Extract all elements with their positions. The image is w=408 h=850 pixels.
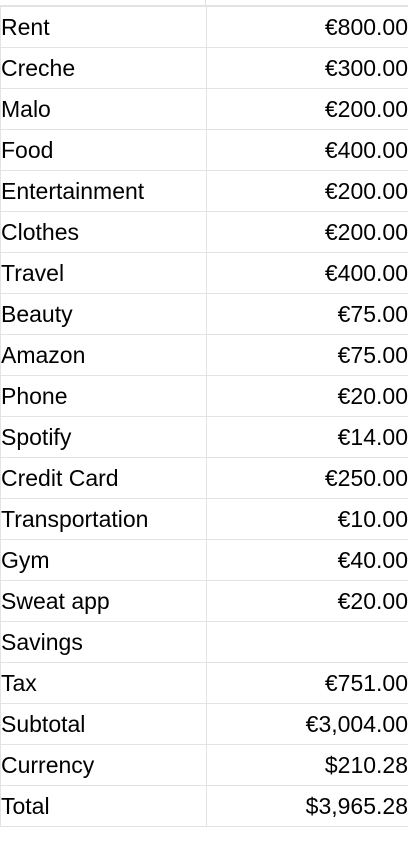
category-cell[interactable]: Beauty [1,294,207,335]
category-cell[interactable]: Spotify [1,417,207,458]
amount-cell[interactable]: €20.00 [207,581,408,622]
amount-cell[interactable]: €200.00 [207,171,408,212]
amount-cell[interactable]: €3,004.00 [207,704,408,745]
table-row [1,48,408,89]
table-row [1,130,408,171]
table-row [1,335,408,376]
amount-cell[interactable]: $3,965.28 [207,786,408,827]
category-cell[interactable]: Clothes [1,212,207,253]
table-row [1,745,408,786]
table-row [1,212,408,253]
category-cell[interactable]: Transportation [1,499,207,540]
category-cell[interactable]: Currency [1,745,207,786]
category-cell[interactable]: Credit Card [1,458,207,499]
table-row [1,417,408,458]
category-cell[interactable]: Gym [1,540,207,581]
amount-cell[interactable]: €800.00 [207,7,408,48]
category-cell[interactable]: Rent [1,7,207,48]
category-cell[interactable]: Total [1,786,207,827]
table-row [1,458,408,499]
amount-cell[interactable]: €400.00 [207,130,408,171]
category-cell[interactable]: Creche [1,48,207,89]
table-row [1,622,408,663]
category-cell[interactable]: Subtotal [1,704,207,745]
table-row [1,171,408,212]
amount-cell[interactable]: €14.00 [207,417,408,458]
table-row [1,581,408,622]
amount-cell[interactable]: €200.00 [207,212,408,253]
category-cell[interactable]: Amazon [1,335,207,376]
amount-cell[interactable]: €75.00 [207,294,408,335]
table-row [1,786,408,827]
category-cell[interactable]: Savings [1,622,207,663]
category-cell[interactable]: Food [1,130,207,171]
budget-table [0,6,408,827]
amount-cell[interactable]: €400.00 [207,253,408,294]
category-cell[interactable]: Tax [1,663,207,704]
category-cell[interactable]: Sweat app [1,581,207,622]
table-row [1,540,408,581]
amount-cell[interactable]: €75.00 [207,335,408,376]
category-cell[interactable]: Phone [1,376,207,417]
table-row [1,253,408,294]
table-row [1,7,408,48]
table-row [1,704,408,745]
table-row [1,499,408,540]
amount-cell[interactable]: €20.00 [207,376,408,417]
amount-cell[interactable]: €300.00 [207,48,408,89]
amount-cell[interactable]: €250.00 [207,458,408,499]
amount-cell[interactable]: €40.00 [207,540,408,581]
amount-cell[interactable]: €10.00 [207,499,408,540]
budget-table-body [1,7,408,827]
amount-cell[interactable]: €200.00 [207,89,408,130]
amount-cell[interactable]: €751.00 [207,663,408,704]
table-row [1,376,408,417]
category-cell[interactable]: Travel [1,253,207,294]
table-row [1,294,408,335]
amount-cell[interactable] [207,622,408,663]
table-row [1,663,408,704]
amount-cell[interactable]: $210.28 [207,745,408,786]
category-cell[interactable]: Entertainment [1,171,207,212]
category-cell[interactable]: Malo [1,89,207,130]
table-row [1,89,408,130]
